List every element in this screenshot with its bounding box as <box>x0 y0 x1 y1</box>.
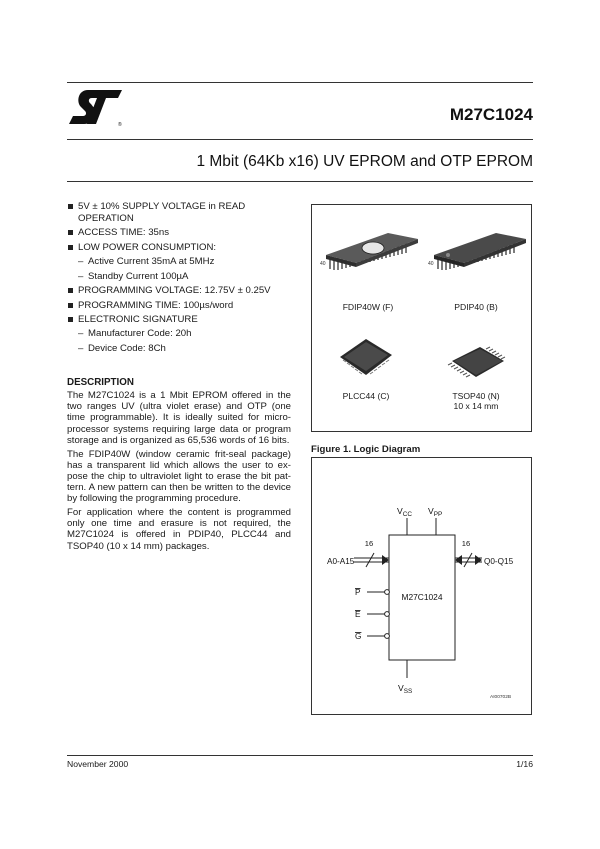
header-rule-bottom <box>67 181 533 182</box>
description-paragraph: For application where the content is programmed only one time and erasure is not required, the M27C1024 is offered in PDIP40, PLCC44 and TSOP40 (10 x 14 mm) packages. <box>67 507 291 552</box>
feature-item <box>67 242 299 254</box>
footer-rule <box>67 755 533 756</box>
package-box <box>311 204 532 432</box>
feature-text: ACCESS TIME: 35ns <box>78 227 169 239</box>
svg-text:®: ® <box>118 122 122 128</box>
feature-item <box>67 285 299 297</box>
plcc44-label: PLCC44 (C) <box>342 391 390 401</box>
page-number: 1/16 <box>516 759 533 769</box>
description-body <box>67 390 291 554</box>
pdip40-package-image <box>426 229 530 279</box>
chip-label: M27C1024 <box>401 592 443 602</box>
tsop40-package-image <box>446 341 510 385</box>
output-enable-pin-label: G <box>355 632 362 641</box>
feature-item <box>67 227 299 239</box>
description-heading: DESCRIPTION <box>67 377 134 388</box>
vss-label: $V_{SS}$ <box>398 683 413 695</box>
address-bus-width: 16 <box>364 539 374 548</box>
description-paragraph: The FDIP40W (window ceramic frit-seal package) has a transparent lid which allows the user to ex-pose the chip to ultraviolet light to erase the bit pat-tern. A new pattern can then be written to the device by following the programming procedure. <box>67 448 291 505</box>
feature-item <box>67 314 299 326</box>
fdip40w-label: FDIP40W (F) <box>342 302 394 312</box>
part-number: M27C1024 <box>449 105 533 124</box>
feature-subitem <box>67 256 299 268</box>
feature-text: 5V ± 10% SUPPLY VOLTAGE in READ OPERATION <box>78 201 246 224</box>
vcc-label: $V_{CC}$ <box>397 506 412 518</box>
feature-subitem <box>67 328 299 340</box>
feature-text: LOW POWER CONSUMPTION: <box>78 241 217 253</box>
pin-one-label: 40 <box>320 261 326 267</box>
chip-enable-pin-label: E <box>355 610 361 619</box>
header-rule-mid <box>67 139 533 140</box>
data-bus-width: 16 <box>461 539 471 548</box>
feature-text: ELECTRONIC SIGNATURE <box>78 313 198 325</box>
feature-text: Device Code: 8Ch <box>88 342 166 354</box>
data-label: Q0-Q15 <box>484 557 514 566</box>
feature-list <box>67 201 299 357</box>
feature-item <box>67 201 299 224</box>
vpp-label: $V_{PP}$ <box>428 506 443 518</box>
tsop40-size: 10 x 14 mm <box>453 401 499 411</box>
figure-reference-code: AI00702B <box>490 695 512 700</box>
footer-date: November 2000 <box>67 759 129 769</box>
document-subtitle: 1 Mbit (64Kb x16) UV EPROM and OTP EPROM <box>196 153 533 170</box>
feature-item <box>67 300 299 312</box>
feature-text: PROGRAMMING TIME: 100µs/word <box>78 299 234 311</box>
address-label: A0-A15 <box>327 557 355 566</box>
pdip40-label: PDIP40 (B) <box>454 302 498 312</box>
feature-text: PROGRAMMING VOLTAGE: 12.75V ± 0.25V <box>78 285 271 297</box>
description-paragraph: The M27C1024 is a 1 Mbit EPROM offered in the two ranges UV (ultra violet erase) and OTP (one time programmable). It is ideally suited for micro-processor systems requiring large data or program storage and is organized as 65,536 words of 16 bits. <box>67 390 291 446</box>
feature-text: Active Current 35mA at 5MHz <box>88 256 215 268</box>
logic-diagram-box <box>311 457 532 715</box>
feature-text: Manufacturer Code: 20h <box>88 328 192 340</box>
plcc44-package-image <box>334 333 398 383</box>
header-rule-top <box>67 82 533 83</box>
program-pin-label: P <box>355 588 361 597</box>
tsop40-label: TSOP40 (N) <box>452 391 500 401</box>
feature-text: Standby Current 100µA <box>88 270 189 282</box>
logic-diagram <box>312 458 531 714</box>
figure-title: Figure 1. Logic Diagram <box>311 444 421 455</box>
feature-subitem <box>67 271 299 283</box>
fdip40w-package-image <box>318 229 422 279</box>
feature-subitem <box>67 343 299 355</box>
pin-one-label: 40 <box>428 261 434 267</box>
st-logo <box>66 86 126 128</box>
